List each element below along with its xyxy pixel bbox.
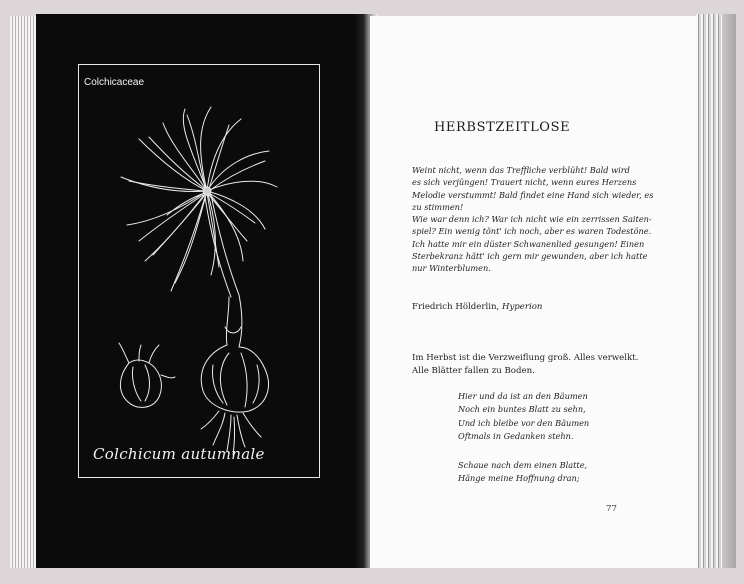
quote-line: nur Winterblumen. bbox=[412, 263, 491, 274]
poem-line: Oftmals in Gedanken stehn. bbox=[458, 431, 574, 442]
quote-line: spiel? Ein wenig tönt' ich noch, aber es waren Todestöne. bbox=[412, 226, 652, 237]
left-page-edges bbox=[10, 16, 38, 568]
quote-line: zu stimmen! bbox=[412, 201, 464, 212]
poem-line: Hänge meine Hoffnung dran; bbox=[458, 473, 580, 484]
plant-species-label: Colchicum autumnale bbox=[93, 445, 265, 463]
page-title: HERBSTZEITLOSE bbox=[434, 120, 571, 135]
prose-line: Im Herbst ist die Verzweiflung groß. Alles verwelkt. bbox=[412, 353, 639, 363]
quote-line: Sterbekranz hätt' ich gern mir gewunden, aber ich hatte bbox=[412, 251, 648, 262]
right-page bbox=[370, 16, 696, 568]
right-page-edges bbox=[696, 14, 736, 568]
illustration-frame bbox=[78, 64, 320, 478]
quote-line: es sich verjüngen! Trauert nicht, wenn eures Herzens bbox=[412, 177, 637, 188]
poem-line: Schaue nach dem einen Blatte, bbox=[458, 460, 588, 470]
quote-attribution bbox=[412, 302, 542, 312]
attribution-work: Hyperion bbox=[501, 302, 543, 312]
left-page bbox=[36, 14, 366, 568]
poem-line: Noch ein buntes Blatt zu sehn, bbox=[458, 404, 586, 415]
prose-paragraph bbox=[412, 352, 692, 378]
hoelderlin-quote bbox=[412, 164, 692, 275]
poem-stanza-1 bbox=[458, 390, 589, 444]
page-number: 77 bbox=[606, 504, 617, 514]
open-book bbox=[8, 10, 736, 572]
quote-line: Wie war denn ich? War ich nicht wie ein zerrissen Saiten- bbox=[412, 214, 652, 225]
quote-line: Weint nicht, wenn das Treffliche verblüht! Bald wird bbox=[412, 165, 630, 175]
attribution-author: Friedrich Hölderlin, bbox=[412, 302, 502, 312]
poem-stanza-2 bbox=[458, 459, 587, 486]
poem-line: Und ich bleibe vor den Bäumen bbox=[458, 417, 590, 428]
plant-family-label: Colchicaceae bbox=[84, 77, 145, 88]
quote-line: Ich hatte mir ein düster Schwanenlied gesungen! Einen bbox=[412, 238, 645, 249]
poem-line: Hier und da ist an den Bäumen bbox=[458, 391, 588, 401]
colchicum-illustration bbox=[79, 65, 319, 477]
prose-line: Alle Blätter fallen zu Boden. bbox=[412, 366, 535, 376]
quote-line: Melodie verstummt! Bald findet eine Hand sich wieder, es bbox=[412, 189, 654, 200]
